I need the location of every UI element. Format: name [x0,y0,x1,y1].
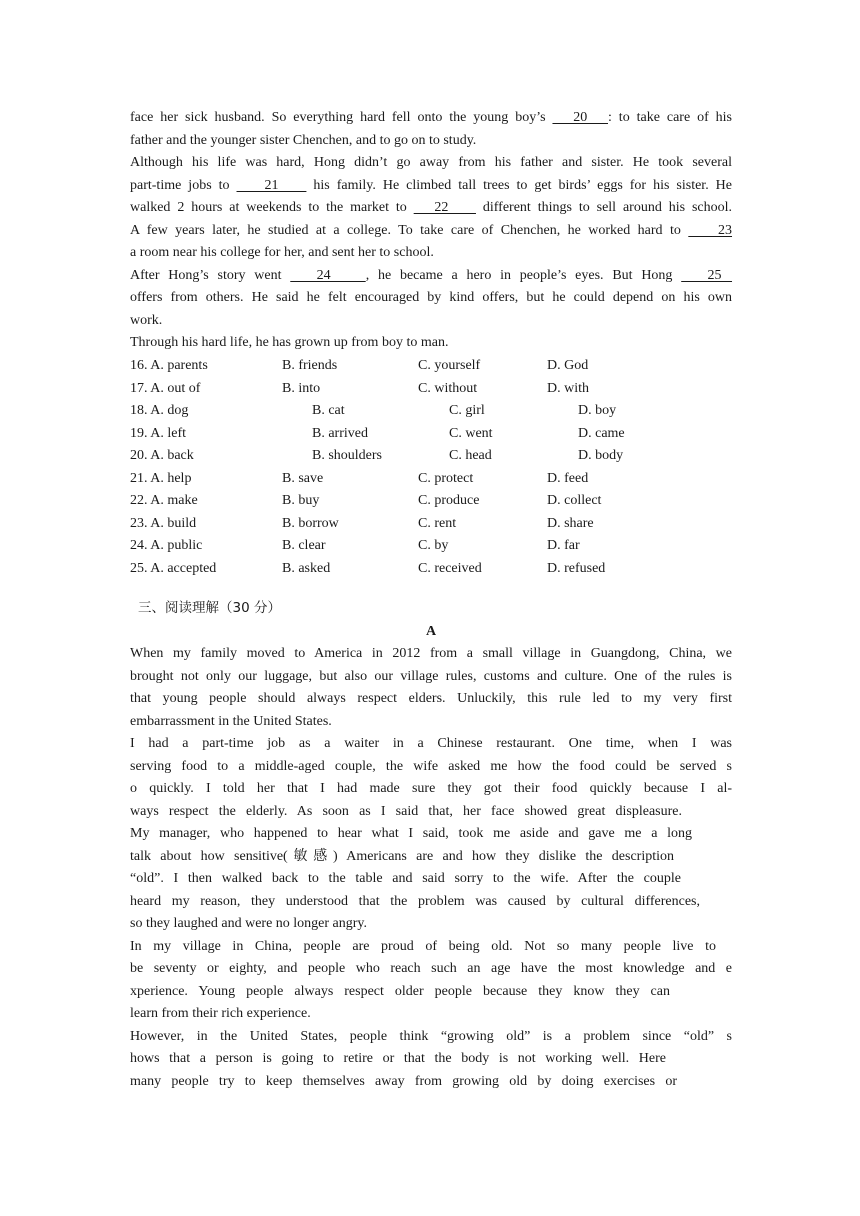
question-row [130,468,732,490]
option-a: 20. A. back [130,448,194,463]
option-d: D. share [547,516,594,531]
option-a: 16. A. parents [130,358,208,373]
question-row [130,445,732,467]
passage-line: However, in the United States, people think “growing old” is a problem since “old” s [130,1029,732,1044]
option-a: 25. A. accepted [130,561,217,576]
passage-line: I had a part-time job as a waiter in a Chinese restaurant. One time, when I was [130,736,732,751]
question-row [130,378,732,400]
passage-line: face her sick husband. So everything hard fell onto the young boy’s 20 : to take care of his [130,110,733,125]
passage-line: ways respect the elderly. As soon as I said that, her face showed great displeasure. [130,804,682,819]
answer-blank: 25 [681,268,733,283]
option-d: D. body [578,448,624,463]
answer-blank: 24 [290,268,366,283]
option-d: D. refused [547,561,606,576]
passage-line: My manager, who happened to hear what I said, took me aside and gave me a long [130,826,692,841]
passage-line: serving food to a middle-aged couple, the wife asked me how the food could be served s [130,759,732,774]
option-d: D. with [547,381,589,396]
option-b: B. borrow [282,516,339,531]
option-a: 21. A. help [130,471,192,486]
option-b: B. save [282,471,324,486]
option-c: C. produce [418,493,480,508]
passage-line: Through his hard life, he has grown up from boy to man. [130,335,449,350]
option-d: D. God [547,358,589,373]
passage-line: brought not only our luggage, but also our village rules, customs and culture. One of the rules is [130,669,732,684]
option-d: D. boy [578,403,617,418]
question-row [130,490,732,512]
passage-label: A [425,624,437,639]
option-a: 24. A. public [130,538,203,553]
passage-line: learn from their rich experience. [130,1006,311,1021]
passage-line: hows that a person is going to retire or that the body is not working well. Here [130,1051,666,1066]
passage-line: work. [130,313,163,328]
option-c: C. rent [418,516,457,531]
option-b: B. into [282,381,321,396]
option-c: C. girl [449,403,485,418]
question-row [130,423,732,445]
option-a: 17. A. out of [130,381,201,396]
option-c: C. head [449,448,492,463]
option-d: D. came [578,426,625,441]
option-a: 19. A. left [130,426,186,441]
passage-line: In my village in China, people are proud of being old. Not so many people live to [130,939,716,954]
passage-line: walked 2 hours at weekends to the market to 22 different things to sell around his school. [130,200,733,215]
option-b: B. clear [282,538,326,553]
passage-line: be seventy or eighty, and people who reach such an age have the most knowledge and e [130,961,732,976]
answer-blank: 22 [413,200,476,215]
option-d: D. collect [547,493,602,508]
answer-blank: 23 [688,223,733,238]
option-c: C. without [418,381,478,396]
passage-line: that young people should always respect elders. Unluckily, this rule led to my very first [130,691,732,706]
passage-line: “old”. I then walked back to the table and said sorry to the wife. After the couple [130,871,681,886]
passage-line: part-time jobs to 21 his family. He climbed tall trees to get birds’ eggs for his sister. He [130,178,733,193]
passage-line: many people try to keep themselves away from growing old by doing exercises or [130,1074,677,1089]
option-c: C. protect [418,471,474,486]
option-b: B. buy [282,493,320,508]
answer-blank: 21 [236,178,307,193]
section-heading: 三、阅读理解（30 分） [138,600,281,616]
option-b: B. cat [312,403,345,418]
question-row [130,355,732,377]
option-b: B. asked [282,561,331,576]
question-row [130,535,732,557]
passage-line: Although his life was hard, Hong didn’t go away from his father and sister. He took several [130,155,732,170]
passage-line: embarrassment in the United States. [130,714,332,729]
passage-line: father and the younger sister Chenchen, and to go on to study. [130,133,477,148]
option-c: C. received [418,561,482,576]
passage-line: When my family moved to America in 2012 from a small village in Guangdong, China, we [130,646,732,661]
passage-line: a room near his college for her, and sent her to school. [130,245,434,260]
question-row [130,400,732,422]
passage-line: heard my reason, they understood that the problem was caused by cultural differences, [130,894,700,909]
option-b: B. shoulders [312,448,382,463]
option-b: B. friends [282,358,338,373]
passage-line: A few years later, he studied at a college. To take care of Chenchen, he worked hard to 23 [130,223,733,238]
passage-line: After Hong’s story went 24 , he became a hero in people’s eyes. But Hong 25 [130,268,733,283]
passage-line: talk about how sensitive(敏感) Americans are and how they dislike the description [130,849,674,864]
passage-line: offers from others. He said he felt encouraged by kind offers, but he could depend on his own [130,290,732,305]
option-c: C. by [418,538,449,553]
passage-line: o quickly. I told her that I had made sure they got their food quickly because I al- [130,781,732,796]
option-a: 23. A. build [130,516,197,531]
question-row [130,558,732,580]
option-d: D. feed [547,471,589,486]
option-a: 18. A. dog [130,403,189,418]
question-row [130,513,732,535]
option-d: D. far [547,538,580,553]
option-a: 22. A. make [130,493,198,508]
answer-blank: 20 [552,110,608,125]
passage-line: so they laughed and were no longer angry. [130,916,368,931]
passage-line: xperience. Young people always respect older people because they know they can [130,984,670,999]
option-b: B. arrived [312,426,368,441]
option-c: C. yourself [418,358,481,373]
option-c: C. went [449,426,493,441]
